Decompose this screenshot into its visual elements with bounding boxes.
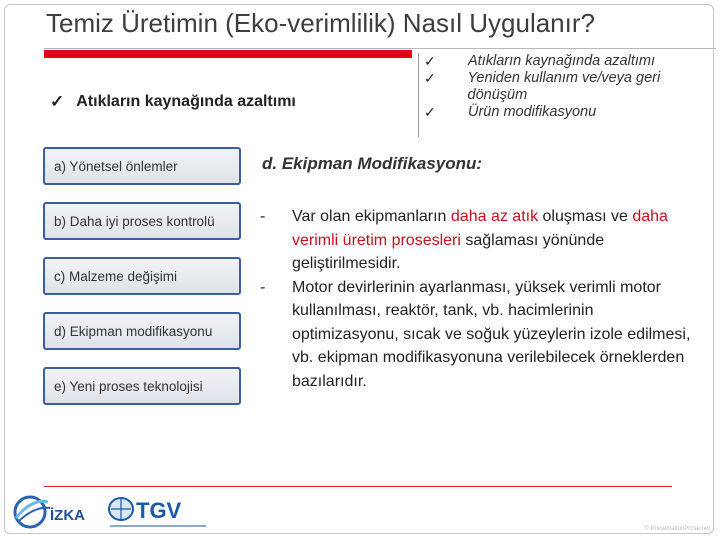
bullet-text-part: oluşması ve	[538, 208, 633, 225]
checklist-item	[418, 104, 718, 121]
bullet-highlight: daha verimli üretim prosesleri	[292, 208, 668, 249]
footer-divider	[44, 486, 672, 487]
right-checklist	[418, 53, 718, 121]
category-box-yonetsel: a) Yönetsel önlemler	[43, 147, 241, 185]
checklist-item-text: Yeniden kullanım ve/veya geri dönüşüm	[467, 70, 661, 103]
main-point-text: Atıkların kaynağında azaltımı	[76, 93, 296, 110]
bullet-item	[256, 276, 696, 394]
section-title: d. Ekipman Modifikasyonu:	[262, 154, 483, 173]
category-list	[43, 147, 241, 422]
checklist-divider	[418, 53, 419, 137]
checklist-item-text: Atıkların kaynağında azaltımı	[468, 53, 655, 69]
checkmark-icon: ✓	[50, 92, 65, 111]
watermark: © PresentationProse.net	[644, 526, 710, 532]
bullet-list	[256, 205, 696, 393]
checklist-item	[418, 70, 718, 104]
slide-title: Temiz Üretimin (Eko-verimlilik) Nasıl Uygulanır?	[46, 8, 595, 38]
main-point	[50, 92, 296, 112]
category-box-ekipman: d) Ekipman modifikasyonu	[43, 312, 241, 350]
svg-text:İZKA: İZKA	[50, 507, 85, 524]
category-box-malzeme: c) Malzeme değişimi	[43, 257, 241, 295]
checkmark-icon: ✓	[424, 70, 436, 86]
checkmark-icon: ✓	[424, 53, 436, 69]
bullet-text-part: sağlaması yönünde geliştirilmesidir.	[292, 231, 605, 272]
bullet-text: Motor devirlerinin ayarlanması, yüksek verimli motor kullanılması, reaktör, tank, vb. hacimlerinin optimizasyonu, sıcak ve soğuk yüzeylerin izole edilmesi, vb. ekipman modifikasyonuna verilebilecek örneklerden bazılarıdır.	[292, 278, 691, 390]
title-divider	[44, 48, 716, 49]
category-box-proses-kontrolu: b) Daha iyi proses kontrolü	[43, 202, 241, 240]
bullet-highlight: daha az atık	[450, 208, 539, 225]
bullet-item	[256, 205, 696, 276]
svg-text:TGV: TGV	[136, 498, 182, 523]
checklist-item	[418, 53, 718, 70]
bullet-dash: -	[260, 208, 266, 225]
bullet-text	[292, 205, 696, 276]
bullet-dash: -	[260, 278, 266, 296]
checklist-item-text: Ürün modifikasyonu	[468, 104, 597, 120]
izka-logo	[10, 488, 98, 532]
tgv-logo	[108, 492, 212, 532]
category-box-yeni-teknoloji: e) Yeni proses teknolojisi	[43, 367, 241, 405]
title-accent-bar	[44, 50, 412, 58]
checkmark-icon: ✓	[424, 104, 436, 120]
bullet-text-part: Var olan ekipmanların	[292, 208, 451, 225]
